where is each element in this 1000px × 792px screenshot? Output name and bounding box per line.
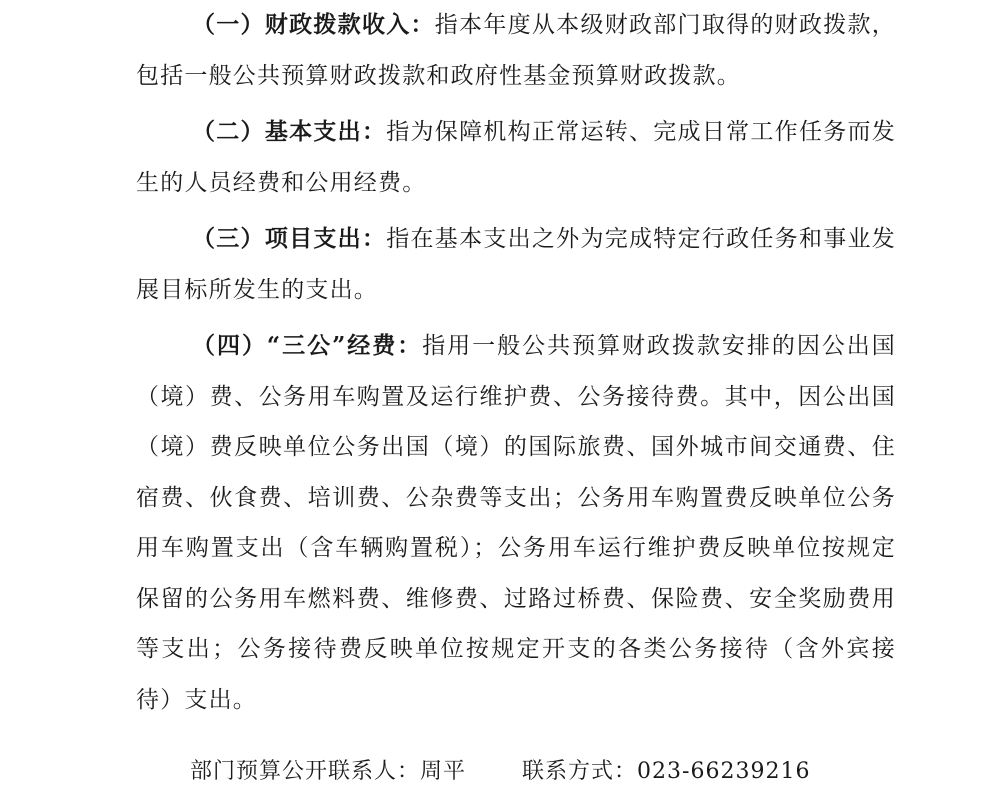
document-body	[136, 0, 896, 731]
contact-phone: 023-66239216	[637, 759, 811, 784]
contact-person-name: 周平	[420, 759, 467, 784]
definition-text: 指本年度从本级财政部门取得的财政拨款，包括一般公共预算财政拨款和政府性基金预算财政拨款。	[136, 12, 896, 89]
definition-paragraph	[136, 321, 896, 725]
definition-term: （二）基本支出：	[192, 118, 387, 145]
definition-term: （三）项目支出：	[192, 225, 387, 252]
definition-paragraph	[136, 0, 896, 101]
definition-paragraph	[136, 214, 896, 315]
definition-text: 指用一般公共预算财政拨款安排的因公出国（境）费、公务用车购置及运行维护费、公务接待费。其中，因公出国（境）费反映单位公务出国（境）的国际旅费、国外城市间交通费、住宿费、伙食费、培训费、公杂费等支出；公务用车购置费反映单位公务用车购置支出（含车辆购置税）；公务用车运行维护费反映单位按规定保留的公务用车燃料费、维修费、过路过桥费、保险费、安全奖励费用等支出；公务接待费反映单位按规定开支的各类公务接待（含外宾接待）支出。	[136, 333, 896, 713]
definition-term: （一）财政拨款收入：	[192, 11, 435, 38]
contact-method-label: 联系方式：	[522, 759, 638, 784]
contact-person-label: 部门预算公开联系人：	[190, 759, 421, 784]
definition-term: （四）“三公”经费：	[192, 332, 423, 359]
definition-text: 指为保障机构正常运转、完成日常工作任务而发生的人员经费和公用经费。	[136, 119, 896, 196]
contact-line	[190, 752, 810, 792]
definition-text: 指在基本支出之外为完成特定行政任务和事业发展目标所发生的支出。	[136, 226, 896, 303]
definition-paragraph	[136, 107, 896, 208]
